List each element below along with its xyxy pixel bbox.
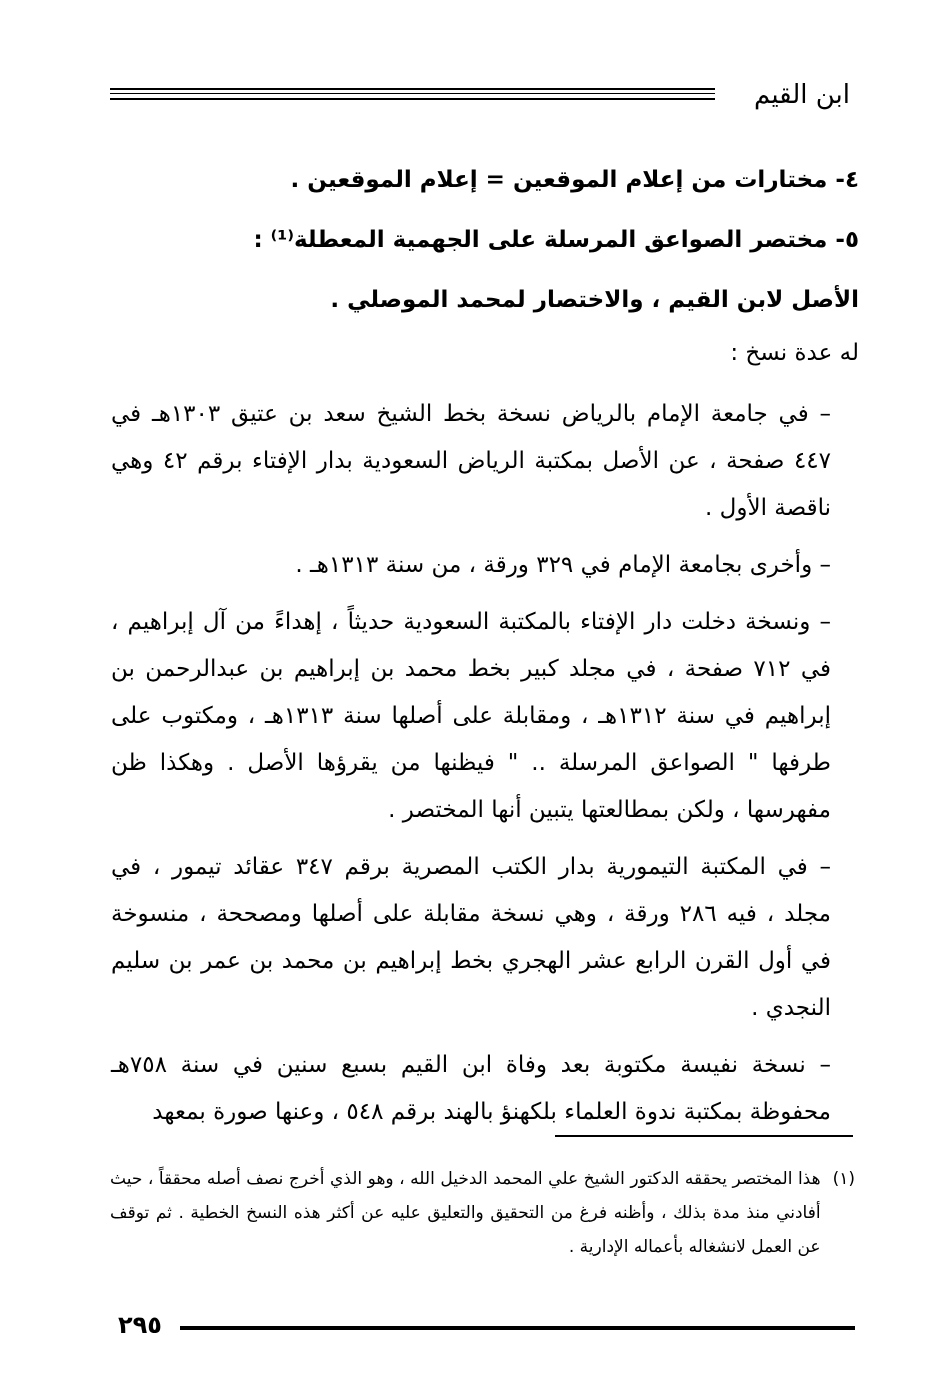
footnote-marker: (١) (832, 1169, 855, 1189)
footer-rule (180, 1326, 855, 1330)
copy-paragraph: – وأخرى بجامعة الإمام في ٣٢٩ ورقة ، من سنة ١٣١٣هـ . (295, 552, 831, 578)
footnote-separator (555, 1135, 853, 1137)
copies-intro: له عدة نسخ : (730, 340, 859, 366)
footnote-text: هذا المختصر يحققه الدكتور الشيخ علي المحمد الدخيل الله ، وهو الذي أخرج نصف أصله محققاً ، حيث أفادني منذ مدة بذلك ، وأظنه فرغ من التحقيق والتعليق عليه عن أكثر هذه النسخ الخطية . ثم توقف عن العمل لانشغاله بأعماله الإدارية . (110, 1169, 821, 1257)
body-text (111, 150, 859, 1136)
heading-item-5: ٥- مختصر الصواعق المرسلة على الجهمية المعطلة⁽¹⁾ : (253, 227, 859, 253)
page-header (110, 78, 850, 118)
copy-paragraph: – ونسخة دخلت دار الإفتاء بالمكتبة السعودية حديثاً ، إهداءً من آل إبراهيم ، في ٧١٢ صفحة ، في مجلد كبير بخط محمد بن إبراهيم بن عبدالرحمن بن إبراهيم في سنة ١٣١٢هـ ، ومقابلة على أصلها سنة ١٣١٣هـ ، ومكتوب على طرفها " الصواعق المرسلة .. " فيظنها من يقرؤها الأصل . وهكذا ظن مفهرسها ، ولكن بمطالعتها يتبين أنها المختصر . (111, 609, 831, 823)
copy-paragraph: – نسخة نفيسة مكتوبة بعد وفاة ابن القيم بسبع سنين في سنة ٧٥٨هـ محفوظة بمكتبة ندوة العلماء بلكهنؤ بالهند برقم ٥٤٨ ، وعنها صورة بمعهد (111, 1052, 831, 1125)
running-title: ابن القيم (754, 80, 850, 110)
page-number: ٢٩٥ (118, 1311, 162, 1339)
copy-paragraph: – في المكتبة التيمورية بدار الكتب المصرية برقم ٣٤٧ عقائد تيمور ، في مجلد ، فيه ٢٨٦ ورقة ، وهي نسخة مقابلة على أصلها ومصححة ، منسوخة في أول القرن الرابع عشر الهجري بخط إبراهيم بن محمد بن عمر بن سليم النجدي . (111, 854, 831, 1021)
footnote (110, 1162, 855, 1264)
copy-paragraph: – في جامعة الإمام بالرياض نسخة بخط الشيخ سعد بن عتيق ١٣٠٣هـ في ٤٤٧ صفحة ، عن الأصل بمكتبة الرياض السعودية بدار الإفتاء برقم ٤٢ وهي ناقصة الأول . (111, 401, 831, 521)
heading-item-4: ٤- مختارات من إعلام الموقعين = إعلام الموقعين . (290, 167, 859, 193)
footnotes (110, 1162, 855, 1264)
header-rule (110, 88, 715, 100)
origin-note: الأصل لابن القيم ، والاختصار لمحمد الموصلي . (330, 287, 859, 313)
